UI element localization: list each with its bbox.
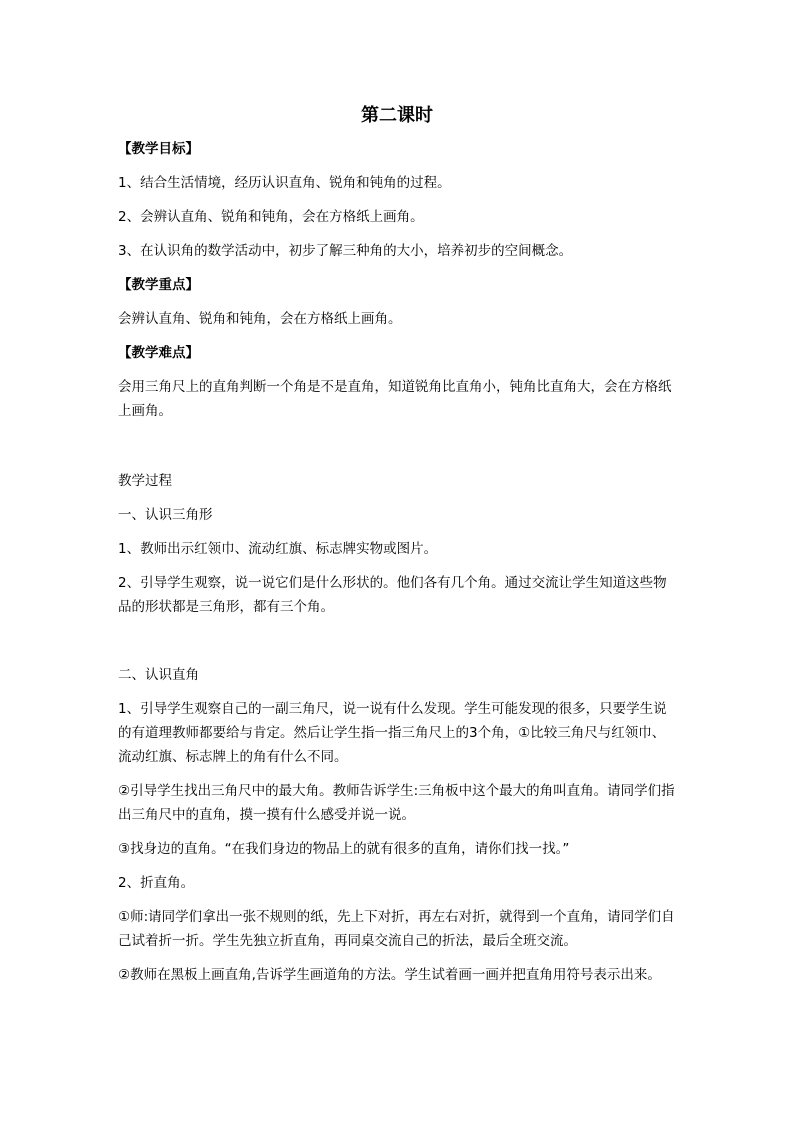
goal-item-1: 1、结合生活情境，经历认识直角、锐角和钝角的过程。 xyxy=(118,175,451,191)
spacer xyxy=(118,433,676,469)
key-points-text: 会辨认直角、锐角和钝角，会在方格纸上画角。 xyxy=(118,311,402,327)
difficulties-heading: 【教学难点】 xyxy=(118,345,199,361)
goals-heading: 【教学目标】 xyxy=(118,141,199,157)
goal-item-3: 3、在认识角的数学活动中，初步了解三种角的大小，培养初步的空间概念。 xyxy=(118,243,573,259)
process-heading: 教学过程 xyxy=(118,473,172,489)
part2-item-5: ①师:请同学们拿出一张不规则的纸，先上下对折，再左右对折，就得到一个直角，请同学们自己试着折一折。学生先独立折直角，再同桌交流自己的折法，最后全班交流。 xyxy=(118,909,675,949)
lesson-title: 第二课时 xyxy=(361,105,433,126)
document-content xyxy=(118,102,676,997)
part2-heading: 二、认识直角 xyxy=(118,667,199,683)
part1-item-2: 2、引导学生观察，说一说它们是什么形状的。他们各有几个角。通过交流让学生知道这些物品的形状都是三角形，都有三个角。 xyxy=(118,575,667,615)
key-points-heading: 【教学重点】 xyxy=(118,277,199,293)
part1-item-1: 1、教师出示红领巾、流动红旗、标志牌实物或图片。 xyxy=(118,541,438,557)
part2-item-4: 2、折直角。 xyxy=(118,875,195,891)
spacer xyxy=(118,629,676,663)
difficulties-text: 会用三角尺上的直角判断一个角是不是直角，知道锐角比直角小，钝角比直角大，会在方格纸上画角。 xyxy=(118,379,672,419)
part2-item-2: ②引导学生找出三角尺中的最大角。教师告诉学生:三角板中这个最大的角叫直角。请同学们指出三角尺中的直角，摸一摸有什么感受并说一说。 xyxy=(118,783,675,823)
part2-item-6: ②教师在黑板上画直角,告诉学生画道角的方法。学生试着画一画并把直角用符号表示出来。 xyxy=(118,967,661,983)
goal-item-2: 2、会辨认直角、锐角和钝角，会在方格纸上画角。 xyxy=(118,209,424,225)
part2-item-1: 1、引导学生观察自己的一副三角尺，说一说有什么发现。学生可能发现的很多，只要学生说的有道理教师都要给与肯定。然后让学生指一指三角尺上的3个角，①比较三角尺与红领巾、流动红旗、标志牌上的角有什么不同。 xyxy=(118,701,667,765)
part2-item-3: ③找身边的直角。“在我们身边的物品上的就有很多的直角，请你们找一找。” xyxy=(118,841,570,857)
part1-heading: 一、认识三角形 xyxy=(118,507,213,523)
